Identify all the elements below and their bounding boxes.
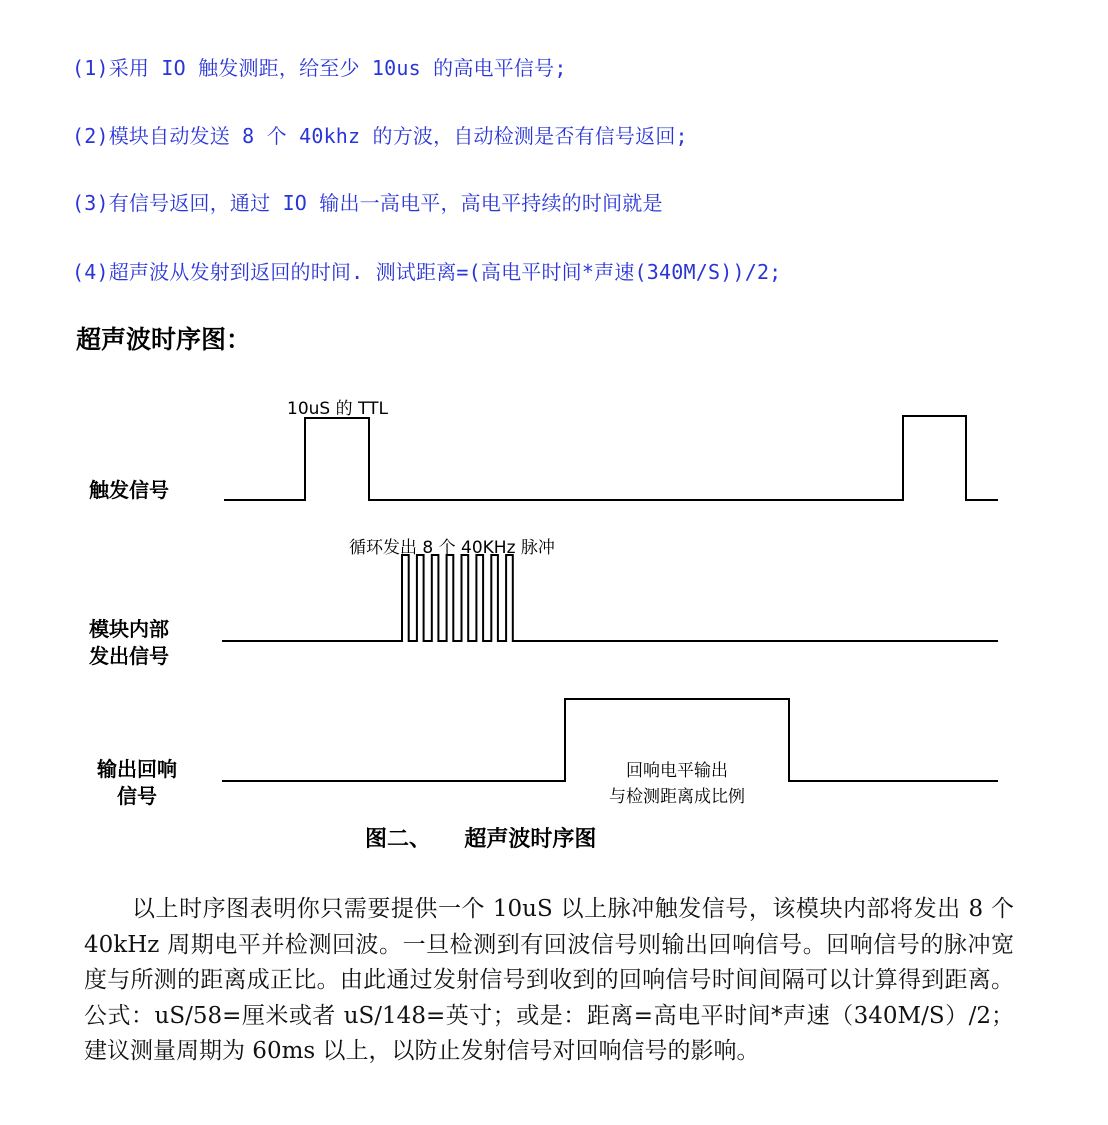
- figure-number: 图二、: [365, 827, 432, 852]
- section-title: 超声波时序图：: [76, 325, 252, 354]
- echo-annotation-line2: 与检测距离成比例: [609, 787, 745, 807]
- trigger-waveform: [224, 416, 998, 500]
- step-4: (4)超声波从发射到返回的时间. 测试距离=(高电平时间*声速(340M/S))/2;: [72, 260, 782, 284]
- echo-signal-label: [89, 756, 185, 810]
- step-1: (1)采用 IO 触发测距，给至少 10us 的高电平信号;: [72, 56, 567, 80]
- step-3: (3)有信号返回，通过 IO 输出一高电平，高电平持续的时间就是: [72, 191, 663, 215]
- trigger-signal-label: 触发信号: [89, 478, 169, 502]
- step-2: (2)模块自动发送 8 个 40khz 的方波，自动检测是否有信号返回;: [72, 124, 688, 148]
- module-burst-waveform: [222, 555, 998, 641]
- module-signal-label: [89, 616, 169, 670]
- trigger-annotation: 10uS 的 TTL: [287, 399, 388, 419]
- module-signal-label-line1: 模块内部: [89, 617, 169, 641]
- echo-annotation: [566, 758, 788, 810]
- module-signal-label-line2: 发出信号: [89, 644, 169, 668]
- echo-signal-label-line2: 信号: [117, 784, 157, 808]
- figure-title: 超声波时序图: [464, 827, 597, 852]
- echo-annotation-line1: 回响电平输出: [626, 761, 728, 781]
- description-paragraph: 以上时序图表明你只需要提供一个 10uS 以上脉冲触发信号，该模块内部将发出 8 个 40kHz 周期电平并检测回波。一旦检测到有回波信号则输出回响信号。回响信号的脉冲宽度与所测的距离成正比。由此通过发射信号到收到的回响信号时间间隔可以计算得到距离。公式：uS/58=厘米或者 uS/148=英寸；或是：距离=高电平时间*声速（340M/S）/2；建议测量周期为 60ms 以上，以防止发射信号对回响信号的影响。: [84, 896, 1014, 1064]
- echo-signal-label-line1: 输出回响: [97, 757, 177, 781]
- figure-caption: [365, 822, 596, 853]
- burst-annotation: 循环发出 8 个 40KHz 脉冲: [349, 538, 555, 558]
